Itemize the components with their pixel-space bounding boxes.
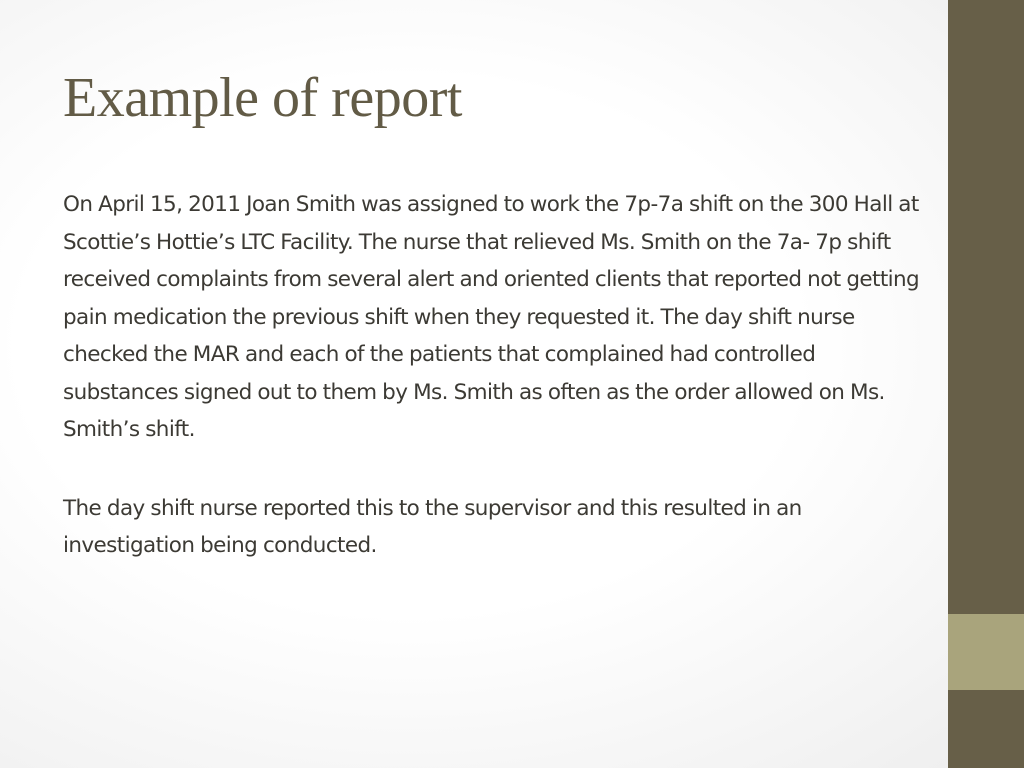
- report-paragraph-1: On April 15, 2011 Joan Smith was assigned to work the 7p-7a shift on the 300 Hall at Scottie’s Hottie’s LTC Facility. The nurse that relieved Ms. Smith on the 7a- 7p shift received complaints from several alert and oriented clients that reported not getting pain medication the previous shift when they requested it. The day shift nurse checked the MAR and each of the patients that complained had controlled substances signed out to them by Ms. Smith as often as the order allowed on Ms. Smith’s shift.: [63, 192, 920, 442]
- report-paragraph-2: The day shift nurse reported this to the supervisor and this resulted in an investigation being conducted.: [63, 495, 802, 558]
- sidebar-accent-block: [948, 614, 1024, 690]
- decorative-sidebar: [948, 0, 1024, 768]
- slide-body: [63, 186, 923, 565]
- slide-title: Example of report: [63, 67, 462, 129]
